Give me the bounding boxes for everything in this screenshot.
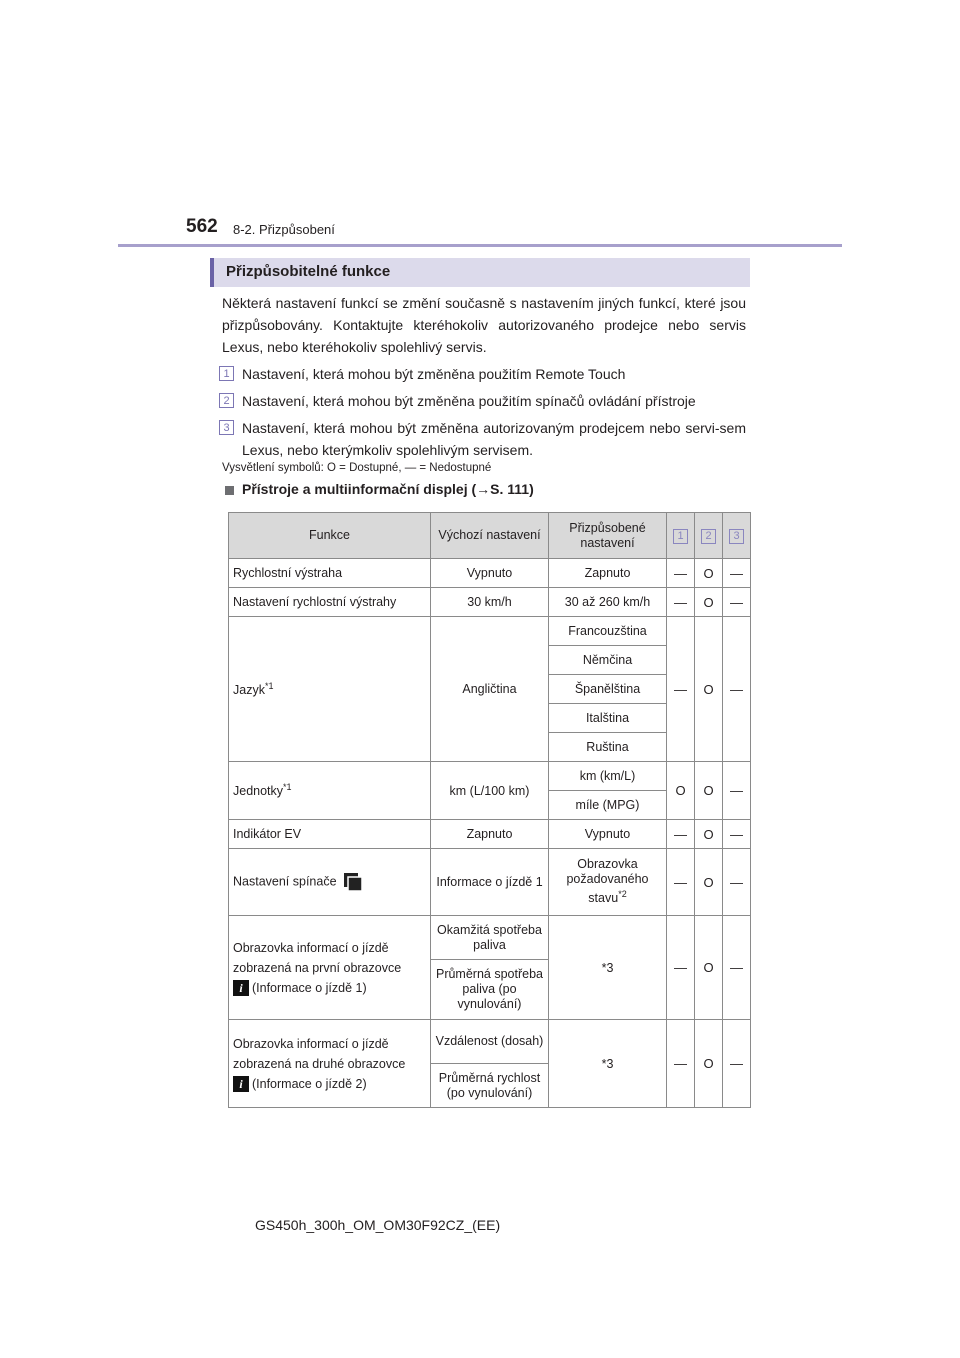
header-col-3 — [723, 513, 751, 559]
function-line-3: (Informace o jízdě 2) — [252, 1076, 367, 1091]
cell-custom: *3 — [549, 916, 667, 1020]
cell-col-3: — — [723, 617, 751, 762]
cell-custom: 30 až 260 km/h — [549, 588, 667, 617]
cell-default: Informace o jízdě 1 — [431, 849, 549, 916]
info-icon: i — [233, 1076, 249, 1092]
table-row — [229, 1020, 751, 1064]
banner-title: Přizpůsobitelné funkce — [226, 263, 391, 280]
note-2-text: Nastavení, která mohou být změněna použitím spínačů ovládání přístroje — [242, 393, 696, 409]
header-custom: Přizpůsobené nastavení — [549, 513, 667, 559]
header-col-2 — [695, 513, 723, 559]
cell-custom: Zapnuto — [549, 559, 667, 588]
cell-default-option: Průměrná spotřeba paliva (po vynulování) — [431, 960, 549, 1020]
cell-col-3: — — [723, 849, 751, 916]
footnote-mark: *1 — [264, 680, 274, 691]
document-code: GS450h_300h_OM_OM30F92CZ_(EE) — [255, 1217, 501, 1233]
cell-function: Indikátor EV — [229, 820, 431, 849]
cell-option: Francouzština — [549, 617, 667, 646]
cell-function — [229, 1020, 431, 1108]
table-row — [229, 916, 751, 960]
cell-col-1: — — [667, 588, 695, 617]
number-2-icon: 2 — [701, 529, 716, 544]
cell-col-3: — — [723, 916, 751, 1020]
steering-switch-icon — [343, 872, 363, 892]
cell-col-2: O — [695, 559, 723, 588]
settings-table — [228, 512, 751, 1108]
cell-custom — [549, 849, 667, 916]
header-rule — [118, 244, 842, 247]
table-row — [229, 820, 751, 849]
function-line-2: zobrazená na první obrazovce — [233, 960, 402, 975]
cell-function: Nastavení rychlostní výstrahy — [229, 588, 431, 617]
table-row — [229, 559, 751, 588]
section-banner — [210, 258, 750, 287]
cell-col-1: — — [667, 916, 695, 1020]
symbol-legend: Vysvětlení symbolů: O = Dostupné, — = Nedostupné — [222, 462, 492, 474]
table-row — [229, 588, 751, 617]
cell-function: Rychlostní výstraha — [229, 559, 431, 588]
cell-option: Španělština — [549, 675, 667, 704]
cell-custom: *3 — [549, 1020, 667, 1108]
cell-col-1: — — [667, 849, 695, 916]
table-header-row — [229, 513, 751, 559]
cell-function — [229, 762, 431, 820]
cell-function — [229, 849, 431, 916]
intro-paragraph: Některá nastavení funkcí se změní současně s nastavením jiných funkcí, které jsou přizpůsobovány. Kontaktujte kteréhokoliv autorizovaného prodejce nebo servis Lexus, nebo kteréhokoliv spolehlivý servis. — [222, 295, 746, 355]
cell-col-2: O — [695, 762, 723, 820]
table-row — [229, 617, 751, 646]
note-3-icon: 3 — [219, 420, 234, 435]
note-1-text: Nastavení, která mohou být změněna použitím Remote Touch — [242, 366, 626, 382]
note-1-icon: 1 — [219, 366, 234, 381]
cell-col-3: — — [723, 559, 751, 588]
page-number: 562 — [186, 216, 218, 237]
function-label: Jednotky — [233, 784, 284, 799]
cell-option: km (km/L) — [549, 762, 667, 791]
function-line-2: zobrazená na druhé obrazovce — [233, 1056, 406, 1071]
cell-col-2: O — [695, 820, 723, 849]
cell-col-1: — — [667, 559, 695, 588]
cell-col-2: O — [695, 617, 723, 762]
table-row — [229, 849, 751, 916]
header-default: Výchozí nastavení — [431, 513, 549, 559]
cell-col-2: O — [695, 588, 723, 617]
cell-col-3: — — [723, 820, 751, 849]
cell-default-option: Průměrná rychlost (po vynulování) — [431, 1064, 549, 1108]
function-line-3: (Informace o jízdě 1) — [252, 980, 367, 995]
info-icon: i — [233, 980, 249, 996]
cell-default-option: Vzdálenost (dosah) — [431, 1020, 549, 1064]
cell-col-2: O — [695, 1020, 723, 1108]
note-2-icon: 2 — [219, 393, 234, 408]
header-function: Funkce — [229, 513, 431, 559]
cell-default: km (L/100 km) — [431, 762, 549, 820]
number-3-icon: 3 — [729, 529, 744, 544]
cell-col-1: — — [667, 1020, 695, 1108]
cell-default-option: Okamžitá spotřeba paliva — [431, 916, 549, 960]
function-label: Jazyk — [233, 683, 265, 698]
cell-default: Zapnuto — [431, 820, 549, 849]
function-line-1: Obrazovka informací o jízdě — [233, 1036, 389, 1051]
cell-col-3: — — [723, 1020, 751, 1108]
cell-option: Ruština — [549, 733, 667, 762]
section-title: 8-2. Přizpůsobení — [233, 222, 335, 237]
cell-default: Angličtina — [431, 617, 549, 762]
function-label: Nastavení spínače — [233, 874, 337, 889]
cell-default: 30 km/h — [431, 588, 549, 617]
cell-custom: Vypnuto — [549, 820, 667, 849]
subheading: Přístroje a multiinformační displej (→S. 111) — [242, 481, 534, 497]
footnote-mark: *1 — [283, 782, 292, 793]
cell-col-2: O — [695, 849, 723, 916]
cell-col-3: — — [723, 588, 751, 617]
cell-function — [229, 916, 431, 1020]
cell-option: Němčina — [549, 646, 667, 675]
cell-col-1: — — [667, 617, 695, 762]
number-1-icon: 1 — [673, 529, 688, 544]
cell-option: míle (MPG) — [549, 791, 667, 820]
custom-label: Obrazovka požadovaného stavu — [566, 857, 649, 906]
cell-function — [229, 617, 431, 762]
cell-default: Vypnuto — [431, 559, 549, 588]
cell-option: Italština — [549, 704, 667, 733]
header-col-1 — [667, 513, 695, 559]
cell-col-2: O — [695, 916, 723, 1020]
cell-col-3: — — [723, 762, 751, 820]
table-row — [229, 762, 751, 791]
cell-col-1: O — [667, 762, 695, 820]
square-bullet-icon — [225, 486, 234, 495]
cell-col-1: — — [667, 820, 695, 849]
function-line-1: Obrazovka informací o jízdě — [233, 940, 389, 955]
note-3-text: Nastavení, která mohou být změněna autorizovaným prodejcem nebo servi-sem Lexus, nebo kterýmkoliv spolehlivým servisem. — [242, 420, 746, 458]
footnote-mark: *2 — [618, 889, 627, 900]
